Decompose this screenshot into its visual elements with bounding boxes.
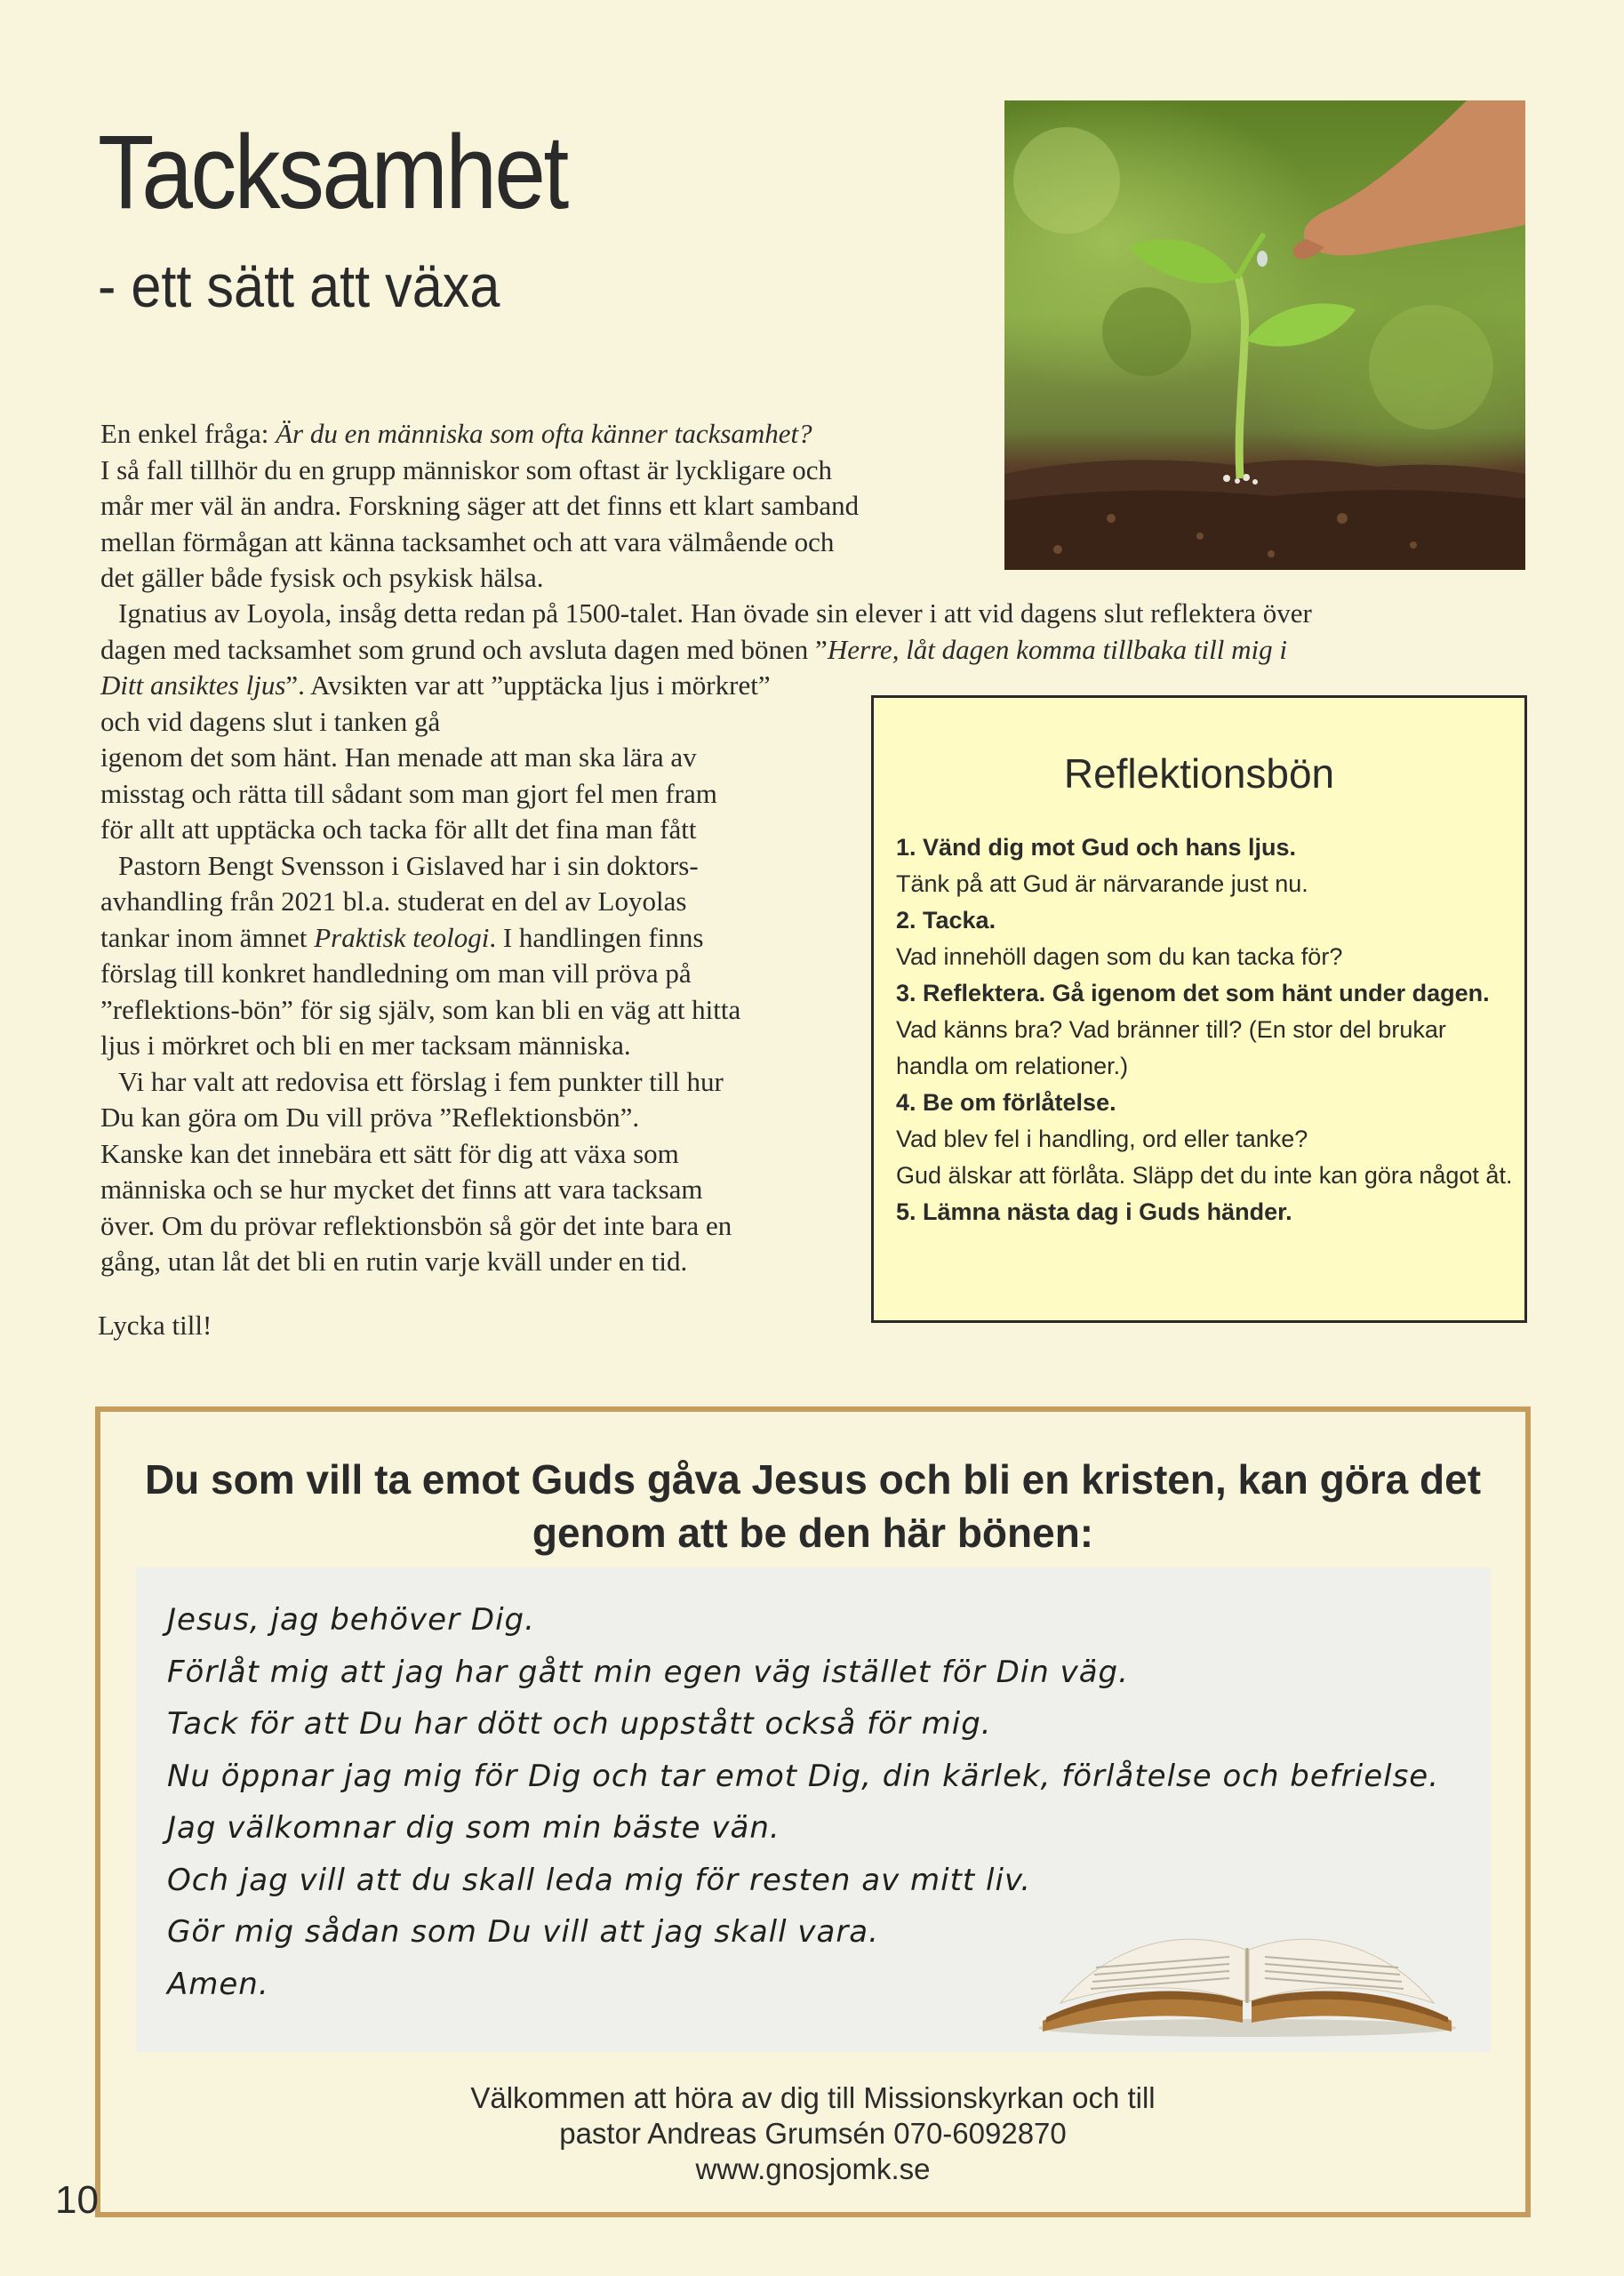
reflection-step-heading: 1. Vänd dig mot Gud och hans ljus.	[896, 834, 1297, 861]
reflection-step-text: Gud älskar att förlåta. Släpp det du inte kan göra något åt.	[896, 1162, 1513, 1189]
bible-image	[1025, 1870, 1469, 2039]
reflection-step-text: Tänk på att Gud är närvarande just nu.	[896, 870, 1308, 897]
text-line: avhandling från 2021 bl.a. studerat en del av Loyolas	[100, 886, 687, 917]
contact-line: Välkommen att höra av dig till Missionskyrkan och till	[470, 2081, 1156, 2114]
text-line: mellan förmågan att känna tacksamhet och att vara välmående och	[100, 525, 835, 557]
prayer-line: Jag välkomnar dig som min bäste vän.	[167, 1810, 780, 1846]
intro-paragraph	[100, 416, 859, 597]
invitation-heading	[100, 1453, 1525, 1559]
prayer-panel	[136, 1567, 1491, 2052]
reflection-step-text: Vad blev fel i handling, ord eller tanke?	[896, 1126, 1308, 1152]
prayer-line: Nu öppnar jag mig för Dig och tar emot Dig, din kärlek, förlåtelse och befrielse.	[167, 1758, 1440, 1794]
text-line: Ignatius av Loyola, insåg detta redan på 1500-talet. Han övade sin elever i att vid dagens slut reflektera över	[118, 597, 1312, 629]
subject-name: Praktisk teologi	[314, 921, 490, 953]
text-span: tankar inom ämnet	[100, 921, 315, 953]
prayer-line: Amen.	[167, 1966, 269, 2002]
reflection-step-heading: 3. Reflektera. Gå igenom det som hänt under dagen.	[896, 980, 1490, 1006]
prayer-quote-end: Ditt ansiktes ljus	[100, 669, 286, 701]
contact-info	[100, 2080, 1525, 2187]
text-line: gång, utan låt det bli en rutin varje kväll under en tid.	[100, 1246, 688, 1277]
prayer-line: Tack för att Du har dött och uppstått också för mig.	[167, 1706, 992, 1742]
text-line: Pastorn Bengt Svensson i Gislaved har i sin doktors-	[118, 849, 699, 881]
reflection-step-text: Vad känns bra? Vad bränner till? (En stor del brukar	[896, 1016, 1446, 1043]
text-line: över. Om du prövar reflektionsbön så gör det inte bara en	[100, 1209, 732, 1241]
reflection-step-text: handla om relationer.)	[896, 1053, 1129, 1079]
text-span: dagen med tacksamhet som grund och avsluta dagen med bönen ”	[100, 633, 828, 665]
reflection-title: Reflektionsbön	[1063, 750, 1335, 797]
text-line: och vid dagens slut i tanken gå	[100, 705, 441, 737]
text-line: för allt att upptäcka och tacka för allt det fina man fått	[100, 813, 697, 845]
text-line: mår mer väl än andra. Forskning säger att det finns ett klart samband	[100, 490, 860, 521]
text-line: förslag till konkret handledning om man vill pröva på	[100, 958, 692, 989]
text-line: det gäller både fysisk och psykisk hälsa.	[100, 562, 544, 593]
text-line	[100, 632, 1312, 669]
invitation-box	[95, 1406, 1531, 2217]
text-span: . I handlingen finns	[489, 921, 704, 953]
invitation-heading-line: genom att be den här bönen:	[532, 1510, 1094, 1556]
page-number: 10	[55, 2178, 99, 2222]
text-line: Vi har valt att redovisa ett förslag i fem punkter till hur	[118, 1065, 724, 1097]
prayer-line: Förlåt mig att jag har gått min egen väg istället för Din väg.	[167, 1654, 1129, 1690]
reflection-step-text: Vad innehöll dagen som du kan tacka för?	[896, 943, 1343, 970]
intro-question: Är du en människa som ofta känner tacksamhet?	[276, 418, 812, 449]
intro-question-line	[100, 416, 859, 453]
page-title: Tacksamhet	[98, 114, 567, 231]
seedling-photo	[1004, 100, 1525, 570]
contact-line: pastor Andreas Grumsén 070-6092870	[559, 2117, 1067, 2150]
prayer-line: Jesus, jag behöver Dig.	[167, 1602, 535, 1638]
text-line: I så fall tillhör du en grupp människor som oftast är lyckligare och	[100, 453, 833, 485]
text-line: igenom det som hänt. Han menade att man ska lära av	[100, 741, 697, 773]
page-subtitle: - ett sätt att växa	[98, 252, 500, 320]
reflection-step-heading: 4. Be om förlåtelse.	[896, 1089, 1116, 1116]
reflection-list	[896, 829, 1518, 1230]
reflection-step-heading: 5. Lämna nästa dag i Guds händer.	[896, 1198, 1292, 1225]
invitation-heading-line: Du som vill ta emot Guds gåva Jesus och bli en kristen, kan göra det	[144, 1456, 1482, 1503]
text-line: människa och se hur mycket det finns att vara tacksam	[100, 1174, 703, 1205]
intro-lead: En enkel fråga:	[100, 418, 276, 449]
prayer-line: Och jag vill att du skall leda mig för resten av mitt liv.	[167, 1862, 1032, 1898]
text-line: ljus i mörkret och bli en mer tacksam människa.	[100, 1030, 631, 1061]
text-line: Du kan göra om Du vill pröva ”Reflektionsbön”.	[100, 1102, 640, 1133]
text-line: misstag och rätta till sådant som man gjort fel men fram	[100, 777, 717, 809]
text-line: ”reflektions-bön” för sig själv, som kan bli en väg att hitta	[100, 993, 741, 1025]
text-span: ”. Avsikten var att ”upptäcka ljus i mörkret”	[285, 669, 771, 701]
website-link[interactable]: www.gnosjomk.se	[695, 2152, 931, 2185]
prayer-line: Gör mig sådan som Du vill att jag skall vara.	[167, 1914, 879, 1950]
prayer-quote: Herre, låt dagen komma tillbaka till mig i	[827, 633, 1287, 665]
text-line: Kanske kan det innebära ett sätt för dig att växa som	[100, 1137, 679, 1169]
reflection-box	[871, 695, 1527, 1323]
reflection-step-heading: 2. Tacka.	[896, 907, 996, 934]
closing-text: Lycka till!	[98, 1310, 212, 1341]
